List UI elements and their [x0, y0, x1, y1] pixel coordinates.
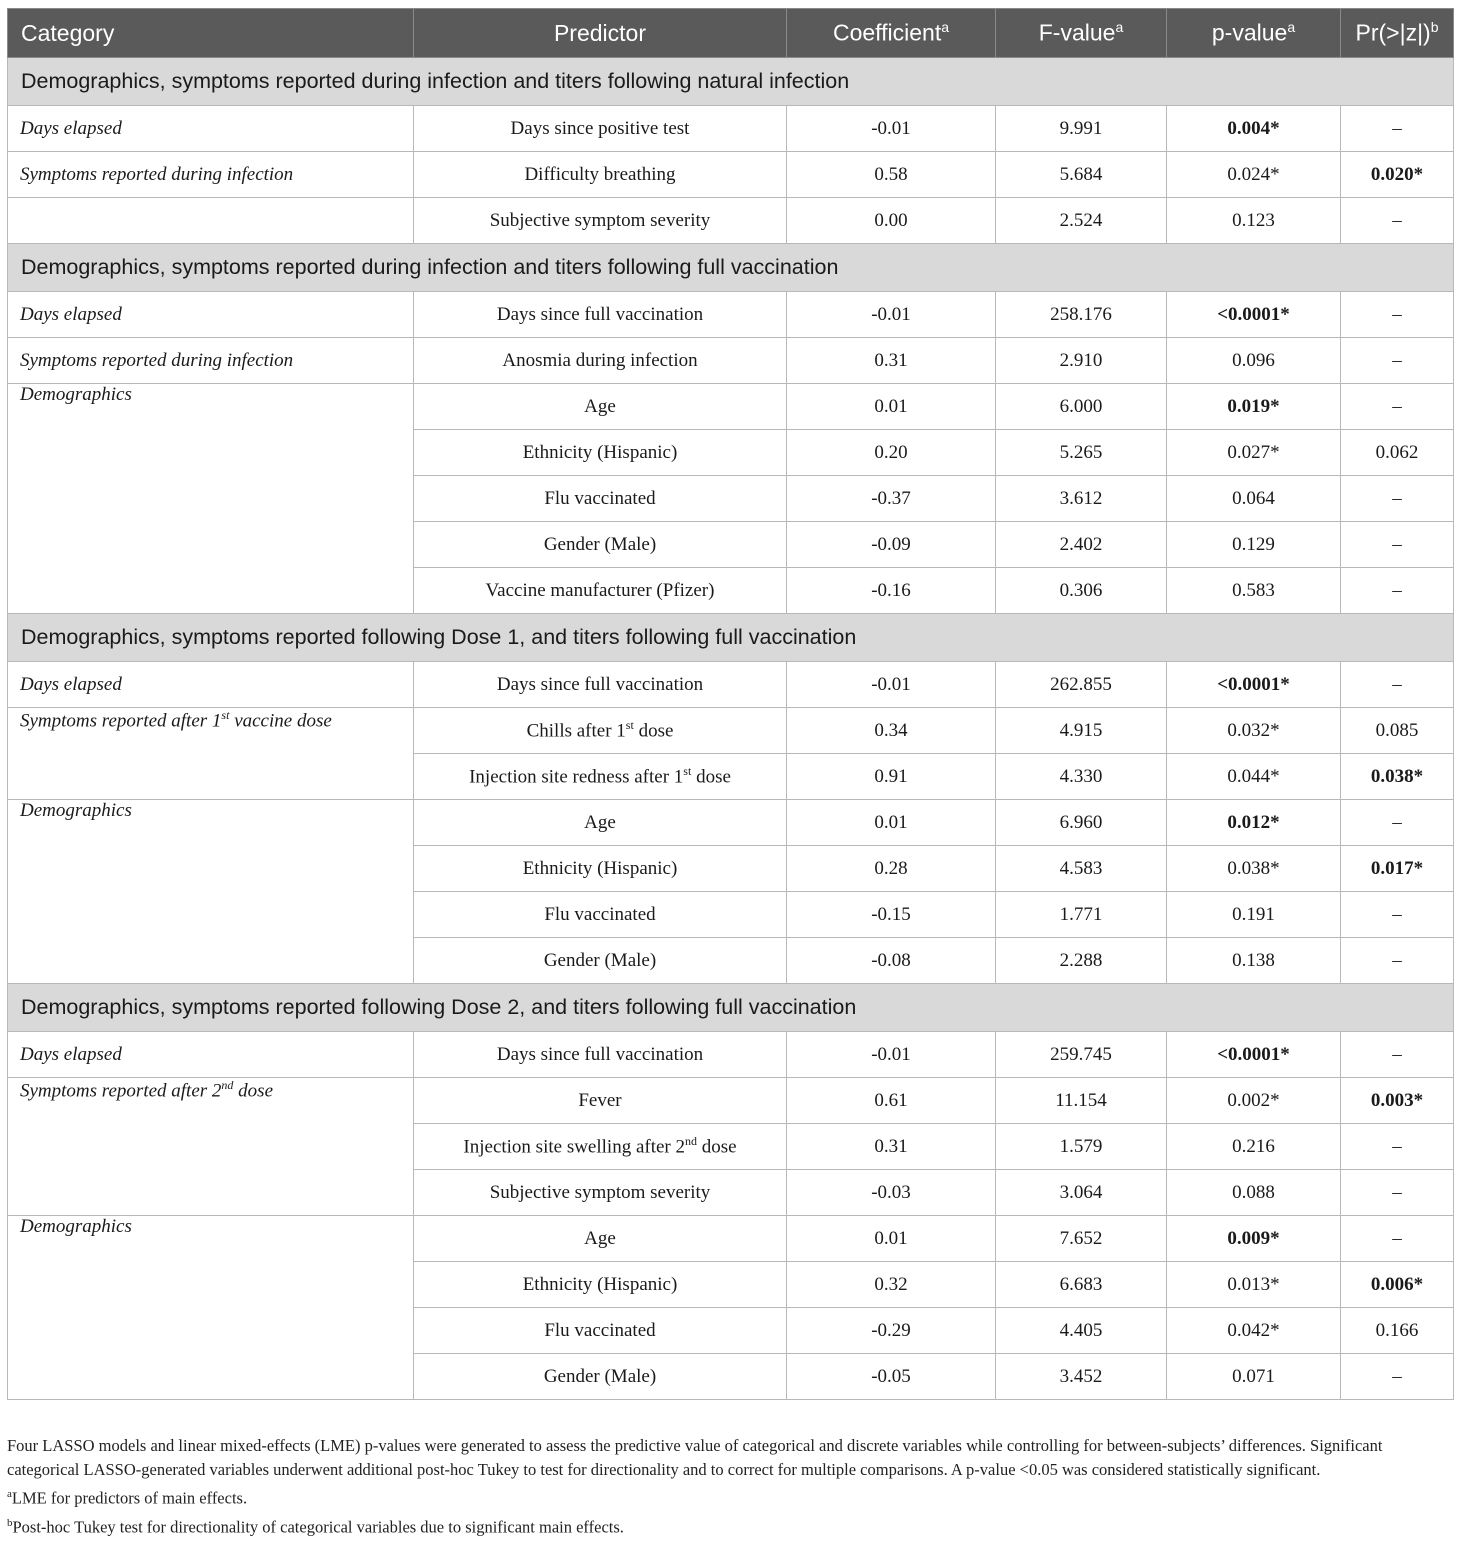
f-value-cell: 6.960	[996, 800, 1167, 846]
f-value-cell: 4.583	[996, 846, 1167, 892]
predictor-cell: Age	[414, 800, 787, 846]
coefficient-cell: 0.01	[787, 800, 996, 846]
pr-z-cell: 0.062	[1341, 430, 1454, 476]
p-value-cell: 0.024*	[1167, 152, 1341, 198]
f-value-cell: 3.452	[996, 1354, 1167, 1400]
header-predictor: Predictor	[414, 9, 787, 58]
p-value-cell: 0.012*	[1167, 800, 1341, 846]
predictor-cell: Injection site swelling after 2nd dose	[414, 1124, 787, 1170]
category-cell: Demographics	[8, 1216, 414, 1400]
category-cell: Days elapsed	[8, 1032, 414, 1078]
coefficient-cell: -0.15	[787, 892, 996, 938]
predictor-cell: Injection site redness after 1st dose	[414, 754, 787, 800]
p-value-cell: 0.088	[1167, 1170, 1341, 1216]
footnote-a: $^a$LME for predictors of main effects.	[7, 1488, 248, 1508]
section-title: Demographics, symptoms reported during infection and titers following natural infection	[8, 58, 1454, 106]
predictor-cell: Age	[414, 1216, 787, 1262]
pr-z-cell: –	[1341, 384, 1454, 430]
section-header	[8, 984, 1454, 1032]
p-value-cell: 0.064	[1167, 476, 1341, 522]
f-value-cell: 7.652	[996, 1216, 1167, 1262]
predictor-cell: Gender (Male)	[414, 522, 787, 568]
section-header	[8, 244, 1454, 292]
f-value-cell: 6.000	[996, 384, 1167, 430]
coefficient-cell: -0.01	[787, 106, 996, 152]
predictor-cell: Days since full vaccination	[414, 662, 787, 708]
p-value-cell: 0.002*	[1167, 1078, 1341, 1124]
coefficient-cell: -0.01	[787, 662, 996, 708]
predictor-cell: Days since full vaccination	[414, 292, 787, 338]
pr-z-cell: 0.006*	[1341, 1262, 1454, 1308]
coefficient-cell: -0.37	[787, 476, 996, 522]
p-value-cell: 0.042*	[1167, 1308, 1341, 1354]
f-value-cell: 2.288	[996, 938, 1167, 984]
predictor-cell: Ethnicity (Hispanic)	[414, 430, 787, 476]
predictor-cell: Gender (Male)	[414, 1354, 787, 1400]
predictor-cell: Days since full vaccination	[414, 1032, 787, 1078]
predictor-cell: Chills after 1st dose	[414, 708, 787, 754]
coefficient-cell: 0.00	[787, 198, 996, 244]
p-value-cell: 0.129	[1167, 522, 1341, 568]
section-title: Demographics, symptoms reported following Dose 1, and titers following full vaccination	[8, 614, 1454, 662]
f-value-cell: 2.402	[996, 522, 1167, 568]
predictor-cell: Gender (Male)	[414, 938, 787, 984]
header-category: Category	[8, 9, 414, 58]
p-value-cell: 0.013*	[1167, 1262, 1341, 1308]
section-title: Demographics, symptoms reported following Dose 2, and titers following full vaccination	[8, 984, 1454, 1032]
f-value-cell: 4.915	[996, 708, 1167, 754]
category-cell: Symptoms reported during infection	[8, 338, 414, 384]
section-header	[8, 614, 1454, 662]
predictor-cell: Flu vaccinated	[414, 892, 787, 938]
f-value-cell: 4.330	[996, 754, 1167, 800]
table-row	[8, 662, 1454, 708]
header-p-value: p-value$^a$	[1167, 9, 1341, 58]
p-value-cell: <0.0001*	[1167, 292, 1341, 338]
coefficient-cell: 0.32	[787, 1262, 996, 1308]
coefficient-cell: 0.28	[787, 846, 996, 892]
pr-z-cell: 0.020*	[1341, 152, 1454, 198]
predictor-cell: Subjective symptom severity	[414, 198, 787, 244]
table-row	[8, 1032, 1454, 1078]
f-value-cell: 262.855	[996, 662, 1167, 708]
predictor-cell: Ethnicity (Hispanic)	[414, 846, 787, 892]
pr-z-cell: –	[1341, 938, 1454, 984]
coefficient-cell: 0.31	[787, 1124, 996, 1170]
category-cell: Days elapsed	[8, 106, 414, 152]
f-value-cell: 1.771	[996, 892, 1167, 938]
pr-z-cell: –	[1341, 292, 1454, 338]
pr-z-cell: –	[1341, 522, 1454, 568]
pr-z-cell: –	[1341, 476, 1454, 522]
pr-z-cell: –	[1341, 800, 1454, 846]
coefficient-cell: -0.29	[787, 1308, 996, 1354]
pr-z-cell: –	[1341, 662, 1454, 708]
category-cell	[8, 198, 414, 244]
predictor-cell: Subjective symptom severity	[414, 1170, 787, 1216]
predictor-cell: Anosmia during infection	[414, 338, 787, 384]
f-value-cell: 2.524	[996, 198, 1167, 244]
p-value-cell: 0.044*	[1167, 754, 1341, 800]
p-value-cell: 0.004*	[1167, 106, 1341, 152]
f-value-cell: 6.683	[996, 1262, 1167, 1308]
p-value-cell: 0.071	[1167, 1354, 1341, 1400]
table-row	[8, 708, 1454, 754]
coefficient-cell: 0.31	[787, 338, 996, 384]
pr-z-cell: –	[1341, 1124, 1454, 1170]
predictor-cell: Difficulty breathing	[414, 152, 787, 198]
predictor-cell: Ethnicity (Hispanic)	[414, 1262, 787, 1308]
category-cell: Symptoms reported during infection	[8, 152, 414, 198]
p-value-cell: 0.027*	[1167, 430, 1341, 476]
f-value-cell: 3.064	[996, 1170, 1167, 1216]
pr-z-cell: –	[1341, 892, 1454, 938]
coefficient-cell: 0.34	[787, 708, 996, 754]
f-value-cell: 11.154	[996, 1078, 1167, 1124]
pr-z-cell: –	[1341, 568, 1454, 614]
p-value-cell: 0.216	[1167, 1124, 1341, 1170]
section-header	[8, 58, 1454, 106]
p-value-cell: 0.123	[1167, 198, 1341, 244]
coefficient-cell: -0.08	[787, 938, 996, 984]
f-value-cell: 258.176	[996, 292, 1167, 338]
table-row	[8, 1216, 1454, 1262]
category-cell: Demographics	[8, 800, 414, 984]
p-value-cell: 0.583	[1167, 568, 1341, 614]
f-value-cell: 0.306	[996, 568, 1167, 614]
header-pr-z: Pr(>|z|)$^b$	[1341, 9, 1454, 58]
p-value-cell: 0.038*	[1167, 846, 1341, 892]
table-row	[8, 198, 1454, 244]
coefficient-cell: 0.20	[787, 430, 996, 476]
pr-z-cell: –	[1341, 338, 1454, 384]
footnote-b: $^b$Post-hoc Tukey test for directionality of categorical variables due to significant main effects.	[7, 1516, 624, 1536]
f-value-cell: 9.991	[996, 106, 1167, 152]
pr-z-cell: –	[1341, 1170, 1454, 1216]
predictor-cell: Fever	[414, 1078, 787, 1124]
pr-z-cell: 0.017*	[1341, 846, 1454, 892]
coefficient-cell: 0.91	[787, 754, 996, 800]
p-value-cell: 0.096	[1167, 338, 1341, 384]
coefficient-cell: -0.01	[787, 292, 996, 338]
pr-z-cell: –	[1341, 106, 1454, 152]
table-row	[8, 152, 1454, 198]
p-value-cell: 0.138	[1167, 938, 1341, 984]
f-value-cell: 3.612	[996, 476, 1167, 522]
table-container	[7, 8, 1453, 1400]
table-row	[8, 384, 1454, 430]
pr-z-cell: 0.038*	[1341, 754, 1454, 800]
f-value-cell: 259.745	[996, 1032, 1167, 1078]
pr-z-cell: 0.166	[1341, 1308, 1454, 1354]
coefficient-cell: -0.16	[787, 568, 996, 614]
pr-z-cell: –	[1341, 1216, 1454, 1262]
category-cell: Symptoms reported after 1st vaccine dose	[8, 708, 414, 800]
pr-z-cell: –	[1341, 198, 1454, 244]
table-row	[8, 338, 1454, 384]
f-value-cell: 2.910	[996, 338, 1167, 384]
f-value-cell: 1.579	[996, 1124, 1167, 1170]
footnote-main: Four LASSO models and linear mixed-effects (LME) p-values were generated to assess the predictive value of categorical and discrete variables while controlling for between-subjects’ differences. Significant categorical LASSO-generated variables underwent additional post-hoc Tukey to test for directionality and to correct for multiple comparisons. A p-value <0.05 was considered statistically significant.	[7, 1436, 1383, 1479]
header-row	[8, 9, 1454, 58]
coefficient-cell: -0.03	[787, 1170, 996, 1216]
coefficient-cell: 0.58	[787, 152, 996, 198]
category-cell: Symptoms reported after 2nd dose	[8, 1078, 414, 1216]
category-cell: Days elapsed	[8, 662, 414, 708]
table-row	[8, 800, 1454, 846]
coefficient-cell: 0.01	[787, 384, 996, 430]
results-table	[7, 8, 1454, 1400]
predictor-cell: Days since positive test	[414, 106, 787, 152]
coefficient-cell: -0.09	[787, 522, 996, 568]
table-row	[8, 292, 1454, 338]
table-footnotes	[7, 1434, 1453, 1539]
category-cell: Demographics	[8, 384, 414, 614]
table-row	[8, 1078, 1454, 1124]
p-value-cell: <0.0001*	[1167, 1032, 1341, 1078]
predictor-cell: Flu vaccinated	[414, 1308, 787, 1354]
coefficient-cell: -0.01	[787, 1032, 996, 1078]
p-value-cell: 0.191	[1167, 892, 1341, 938]
coefficient-cell: -0.05	[787, 1354, 996, 1400]
section-title: Demographics, symptoms reported during infection and titers following full vaccination	[8, 244, 1454, 292]
category-cell: Days elapsed	[8, 292, 414, 338]
f-value-cell: 5.684	[996, 152, 1167, 198]
predictor-cell: Flu vaccinated	[414, 476, 787, 522]
p-value-cell: 0.009*	[1167, 1216, 1341, 1262]
f-value-cell: 5.265	[996, 430, 1167, 476]
pr-z-cell: 0.085	[1341, 708, 1454, 754]
coefficient-cell: 0.61	[787, 1078, 996, 1124]
predictor-cell: Vaccine manufacturer (Pfizer)	[414, 568, 787, 614]
coefficient-cell: 0.01	[787, 1216, 996, 1262]
pr-z-cell: –	[1341, 1032, 1454, 1078]
p-value-cell: 0.019*	[1167, 384, 1341, 430]
header-f-value: F-value$^a$	[996, 9, 1167, 58]
table-row	[8, 106, 1454, 152]
predictor-cell: Age	[414, 384, 787, 430]
pr-z-cell: 0.003*	[1341, 1078, 1454, 1124]
pr-z-cell: –	[1341, 1354, 1454, 1400]
p-value-cell: <0.0001*	[1167, 662, 1341, 708]
header-coefficient: Coefficient$^a$	[787, 9, 996, 58]
p-value-cell: 0.032*	[1167, 708, 1341, 754]
f-value-cell: 4.405	[996, 1308, 1167, 1354]
